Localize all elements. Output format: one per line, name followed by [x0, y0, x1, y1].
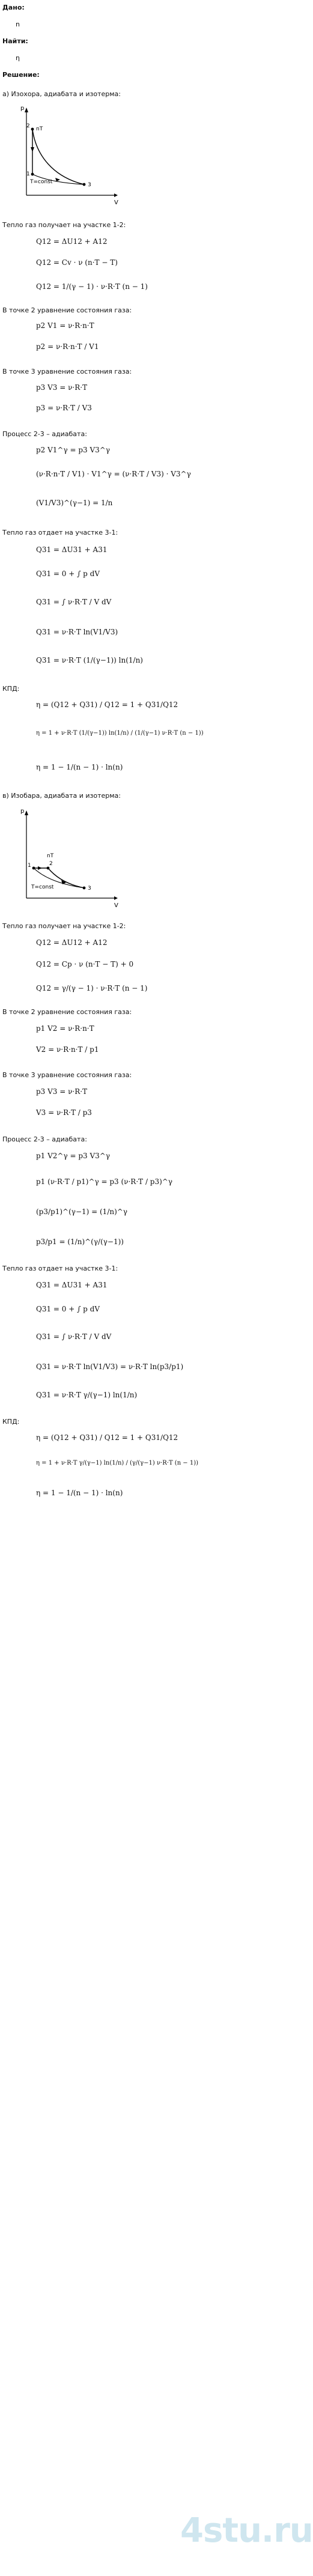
a-text-process: Процесс 2-3 – адиабата: [2, 430, 87, 438]
solution-label: Решение: [2, 71, 40, 79]
b-eq11: p3/p1 = (1/n)^(γ/(γ−1)) [36, 1238, 124, 1246]
b-text-point3: В точке 3 уравнение состояния газа: [2, 1071, 132, 1079]
a-eq4: p2 V1 = ν·R·n·T [36, 321, 94, 330]
point-3-label: 3 [88, 886, 91, 892]
axis-v-label: V [114, 199, 118, 206]
watermark-logo: 4stu.ru [180, 2511, 313, 2550]
b-eq15: Q31 = ν·R·T ln(V1/V3) = ν·R·T ln(p3/p1) [36, 1362, 184, 1371]
b-eq13: Q31 = 0 + ∫ p dV [36, 1305, 100, 1313]
b-eq4: p1 V2 = ν·R·n·T [36, 1024, 94, 1033]
a-eq8: p2 V1^γ = p3 V3^γ [36, 446, 110, 454]
a-text-point3: В точке 3 уравнение состояния газа: [2, 368, 132, 375]
a-eq16: η = (Q12 + Q31) / Q12 = 1 + Q31/Q12 [36, 700, 178, 709]
point-1-label: 1 [26, 171, 30, 177]
b-eq7: V3 = ν·R·T / p3 [36, 1108, 92, 1117]
b-text-eff: КПД: [2, 1418, 20, 1426]
b-eq9: p1 (ν·R·T / p1)^γ = p3 (ν·R·T / p3)^γ [36, 1177, 173, 1186]
a-text-eff: КПД: [2, 685, 20, 693]
b-eq2: Q12 = Cp · ν (n·T − T) + 0 [36, 960, 134, 968]
b-eq17: η = (Q12 + Q31) / Q12 = 1 + Q31/Q12 [36, 1433, 178, 1442]
nt-label: nT [47, 853, 54, 859]
part-a-graph [18, 105, 120, 207]
b-eq1: Q12 = ΔU12 + A12 [36, 938, 108, 947]
a-eq18: η = 1 − 1/(n − 1) · ln(n) [36, 763, 123, 771]
find-value: η [16, 54, 20, 62]
b-eq18: η = 1 + ν·R·T γ/(γ−1) ln(1/n) / (γ/(γ−1) ν·R·T (n − 1)) [36, 1460, 199, 1466]
find-label: Найти: [2, 37, 28, 45]
point-2-label: 2 [49, 861, 53, 867]
part-b-heading: в) Изобара, адиабата и изотерма: [2, 792, 121, 800]
a-text-point2: В точке 2 уравнение состояния газа: [2, 306, 132, 314]
b-eq12: Q31 = ΔU31 + A31 [36, 1281, 108, 1289]
a-eq6: p3 V3 = ν·R·T [36, 383, 88, 392]
a-eq3: Q12 = 1/(γ − 1) · ν·R·T (n − 1) [36, 282, 148, 291]
b-eq19: η = 1 − 1/(n − 1) · ln(n) [36, 1489, 123, 1497]
given-value: n [16, 20, 20, 28]
a-eq1: Q12 = ΔU12 + A12 [36, 237, 108, 246]
a-eq13: Q31 = ∫ ν·R·T / V dV [36, 598, 112, 606]
a-text-heat-out: Тепло газ отдает на участке 3-1: [2, 529, 118, 536]
nt-label: nT [36, 126, 43, 132]
a-eq10: (V1/V3)^(γ−1) = 1/n [36, 499, 113, 507]
axis-v-label: V [114, 902, 118, 909]
b-eq16: Q31 = ν·R·T γ/(γ−1) ln(1/n) [36, 1391, 138, 1399]
a-eq17: η = 1 + ν·R·T (1/(γ−1)) ln(1/n) / (1/(γ−1) ν·R·T (n − 1)) [36, 730, 204, 737]
point-1-label: 1 [28, 863, 31, 869]
b-text-point2: В точке 2 уравнение состояния газа: [2, 1008, 132, 1016]
b-text-heat-out: Тепло газ отдает на участке 3-1: [2, 1265, 118, 1272]
part-b-graph [18, 808, 120, 910]
b-eq8: p1 V2^γ = p3 V3^γ [36, 1152, 110, 1160]
a-eq11: Q31 = ΔU31 + A31 [36, 545, 108, 554]
b-eq6: p3 V3 = ν·R·T [36, 1087, 88, 1096]
tconst-label: T=const [31, 884, 54, 890]
axis-p-label: p [20, 105, 25, 112]
b-eq3: Q12 = γ/(γ − 1) · ν·R·T (n − 1) [36, 984, 148, 992]
b-eq10: (p3/p1)^(γ−1) = (1/n)^γ [36, 1208, 127, 1216]
point-3-label: 3 [88, 182, 91, 188]
b-text-heat-in: Тепло газ получает на участке 1-2: [2, 922, 126, 930]
a-eq5: p2 = ν·R·n·T / V1 [36, 342, 99, 351]
b-eq5: V2 = ν·R·n·T / p1 [36, 1045, 99, 1054]
point-2-label: 2 [26, 123, 30, 129]
a-eq15: Q31 = ν·R·T (1/(γ−1)) ln(1/n) [36, 656, 143, 664]
given-label: Дано: [2, 4, 25, 11]
axis-p-label: p [20, 808, 25, 815]
a-eq2: Q12 = Cv · ν (n·T − T) [36, 258, 118, 267]
a-eq12: Q31 = 0 + ∫ p dV [36, 570, 100, 578]
part-a-heading: а) Изохора, адиабата и изотерма: [2, 90, 121, 98]
b-text-process: Процесс 2-3 – адиабата: [2, 1135, 87, 1143]
a-eq9: (ν·R·n·T / V1) · V1^γ = (ν·R·T / V3) · V3^γ [36, 470, 191, 478]
a-text-heat-in: Тепло газ получает на участке 1-2: [2, 221, 126, 229]
a-eq7: p3 = ν·R·T / V3 [36, 404, 92, 412]
b-eq14: Q31 = ∫ ν·R·T / V dV [36, 1332, 112, 1341]
a-eq14: Q31 = ν·R·T ln(V1/V3) [36, 628, 118, 636]
tconst-label: T=const [30, 179, 53, 185]
